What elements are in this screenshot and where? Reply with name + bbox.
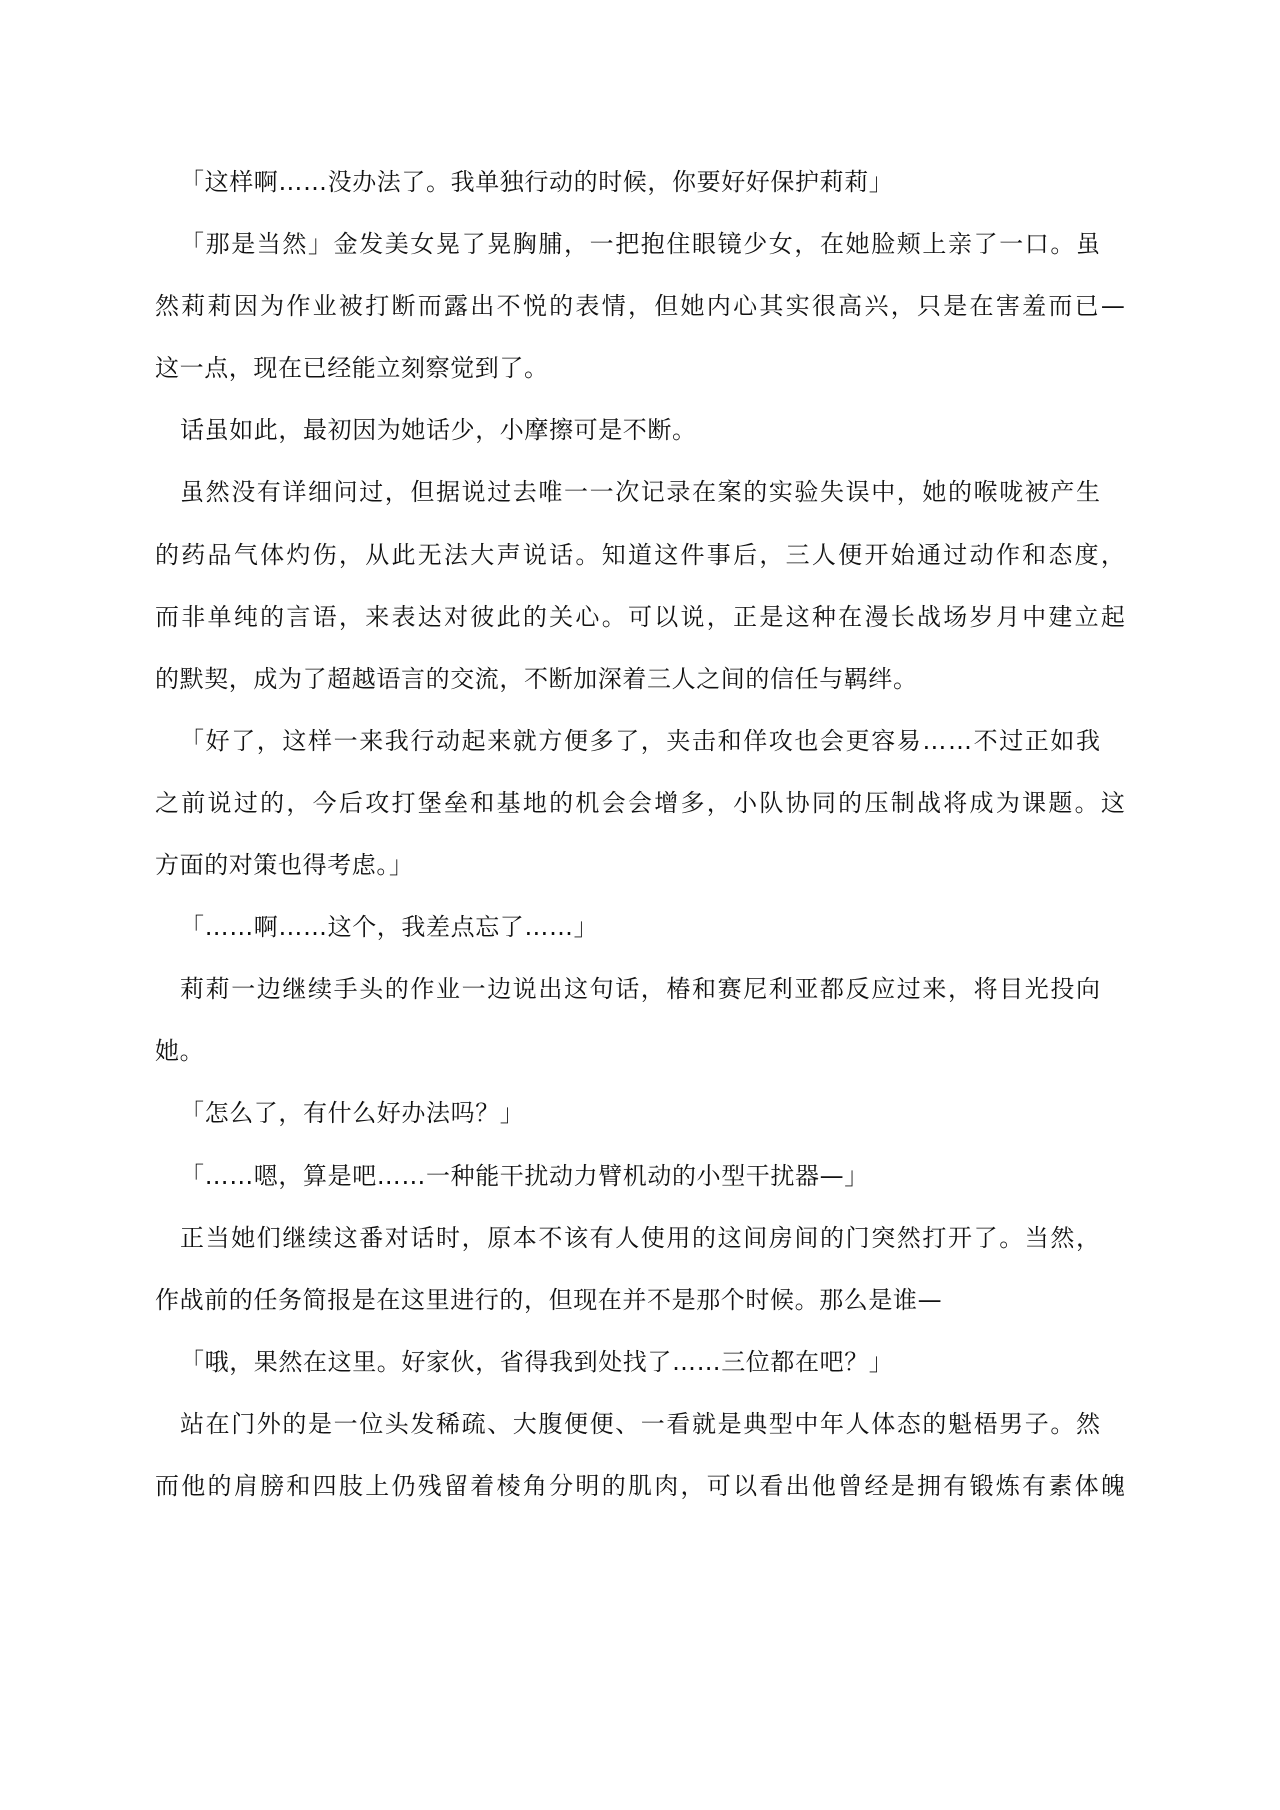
paragraph [155,1393,1130,1517]
paragraph [155,1331,1130,1393]
text-line: 而非单纯的言语，来表达对彼此的关心。可以说，正是这种在漫长战场岁月中建立起 [155,602,1128,631]
text-line: 「那是当然」金发美女晃了晃胸脯，一把抱住眼镜少女，在她脸颊上亲了一口。虽 [180,230,1102,259]
text-line: 虽然没有详细问过，但据说过去唯一一次记录在案的实验失误中，她的喉咙被产生 [180,478,1102,507]
text-line: 正当她们继续这番对话时，原本不该有人使用的这间房间的门突然打开了。当然， [180,1223,1102,1252]
text-line: 「……啊……这个，我差点忘了……」 [180,913,599,942]
text-line: 作战前的任务简报是在这里进行的，但现在并不是那个时候。那么是谁— [155,1285,943,1314]
paragraph [155,1207,1130,1331]
text-line: 这一点，现在已经能立刻察觉到了。 [155,354,549,383]
text-line: 之前说过的，今后攻打堡垒和基地的机会会增多，小队协同的压制战将成为课题。这 [155,788,1128,817]
text-line: 的默契，成为了超越语言的交流，不断加深着三人之间的信任与羁绊。 [155,664,918,693]
text-line: 莉莉一边继续手头的作业一边说出这句话，椿和赛尼利亚都反应过来，将目光投向 [180,975,1102,1004]
paragraph [155,1082,1130,1144]
paragraph [155,213,1130,399]
text-line: 「怎么了，有什么好办法吗？」 [180,1099,525,1128]
paragraph [155,151,1130,213]
text-line: 站在门外的是一位头发稀疏、大腹便便、一看就是典型中年人体态的魁梧男子。然 [180,1409,1102,1438]
paragraph [155,710,1130,896]
text-line: 「这样啊……没办法了。我单独行动的时候，你要好好保护莉莉」 [180,168,894,196]
paragraph [155,1145,1130,1207]
text-line: 然莉莉因为作业被打断而露出不悦的表情，但她内心其实很高兴，只是在害羞而已— [155,292,1128,321]
text-line: 而他的肩膀和四肢上仍残留着棱角分明的肌肉，可以看出他曾经是拥有锻炼有素体魄 [155,1471,1128,1500]
text-line: 「好了，这样一来我行动起来就方便多了，夹击和佯攻也会更容易……不过正如我 [180,726,1102,755]
text-line: 方面的对策也得考虑。」 [155,851,414,880]
paragraph [155,958,1130,1082]
body-text [155,151,1130,1517]
paragraph [155,461,1130,709]
paragraph [155,399,1130,461]
text-line: 「……嗯，算是吧……一种能干扰动力臂机动的小型干扰器—」 [180,1161,869,1190]
text-line: 的药品气体灼伤，从此无法大声说话。知道这件事后，三人便开始通过动作和态度， [155,540,1128,569]
text-line: 「哦，果然在这里。好家伙，省得我到处找了……三位都在吧？」 [180,1347,894,1376]
text-line: 话虽如此，最初因为她话少，小摩擦可是不断。 [180,416,697,445]
paragraph [155,896,1130,958]
text-line: 她。 [155,1037,205,1066]
